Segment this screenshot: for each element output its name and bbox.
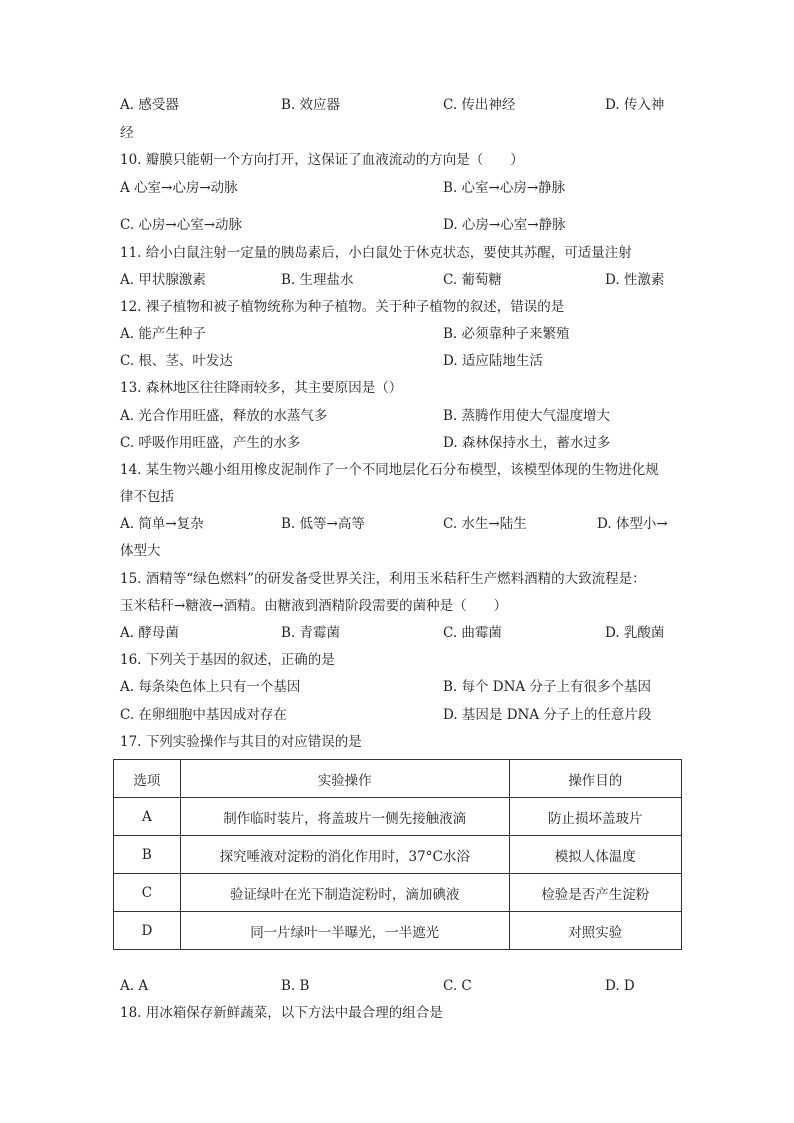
q9-option-d-continued: 经: [120, 125, 134, 141]
table-row: [114, 912, 682, 950]
table-header-cell: 实验操作: [180, 760, 509, 798]
q12-option-c: C. 根、茎、叶发达: [120, 353, 233, 369]
q13-stem: 13. 森林地区往往降雨较多，其主要原因是（）: [120, 380, 403, 396]
q11-option-a: A. 甲状腺激素: [120, 272, 206, 288]
q10-option-b: B. 心室→心房→静脉: [443, 180, 566, 196]
table-cell: 制作临时装片，将盖玻片一侧先接触液滴: [180, 798, 509, 836]
q16-option-c: C. 在卵细胞中基因成对存在: [120, 707, 287, 723]
table-cell: 同一片绿叶一半曝光，一半遮光: [180, 912, 509, 950]
q15-option-b: B. 青霉菌: [281, 625, 341, 641]
q11-option-b: B. 生理盐水: [281, 272, 354, 288]
q10-option-c: C. 心房→心室→动脉: [120, 217, 243, 233]
q14-option-a: A. 简单→复杂: [120, 516, 204, 532]
q10-option-a: A 心室→心房→动脉: [120, 180, 238, 196]
q13-option-a: A. 光合作用旺盛，释放的水蒸气多: [120, 408, 328, 424]
table-cell: A: [114, 798, 181, 836]
q9-option-a: A. 感受器: [120, 97, 179, 113]
q12-stem: 12. 裸子植物和被子植物统称为种子植物。关于种子植物的叙述，错误的是: [120, 299, 565, 315]
q17-option-d: D. D: [605, 978, 635, 994]
q14-stem-line1: 14. 某生物兴趣小组用橡皮泥制作了一个不同地层化石分布模型，该模型体现的生物进化规: [120, 462, 659, 478]
table-cell: 探究唾液对淀粉的消化作用时，37°C水浴: [180, 836, 509, 874]
q12-option-b: B. 必须靠种子来繁殖: [443, 326, 570, 342]
q17-option-a: A. A: [120, 978, 149, 994]
q14-option-c: C. 水生→陆生: [443, 516, 527, 532]
q11-option-c: C. 葡萄糖: [443, 272, 502, 288]
q9-option-d: D. 传入神: [605, 97, 665, 113]
q17-option-b: B. B: [281, 978, 310, 994]
table-cell: D: [114, 912, 181, 950]
q13-option-c: C. 呼吸作用旺盛，产生的水多: [120, 435, 301, 451]
table-cell: 检验是否产生淀粉: [509, 874, 681, 912]
q17-stem: 17. 下列实验操作与其目的对应错误的是: [120, 734, 362, 750]
q9-option-c: C. 传出神经: [443, 97, 516, 113]
q11-stem: 11. 给小白鼠注射一定量的胰岛素后，小白鼠处于休克状态，要使其苏醒，可适量注射: [120, 245, 632, 261]
table-cell: 防止损坏盖玻片: [509, 798, 681, 836]
q10-option-d: D. 心房→心室→静脉: [443, 217, 566, 233]
table-header-cell: 操作目的: [509, 760, 681, 798]
experiment-table: [113, 759, 682, 950]
q13-option-d: D. 森林保持水土，蓄水过多: [443, 435, 611, 451]
table-cell: 模拟人体温度: [509, 836, 681, 874]
q14-option-d-continued: 体型大: [120, 543, 161, 559]
table-cell: C: [114, 874, 181, 912]
q12-option-a: A. 能产生种子: [120, 326, 206, 342]
table-header-cell: 选项: [114, 760, 181, 798]
q13-option-b: B. 蒸腾作用使大气湿度增大: [443, 408, 611, 424]
q16-stem: 16. 下列关于基因的叙述，正确的是: [120, 652, 335, 668]
table-row: [114, 836, 682, 874]
q17-option-c: C. C: [443, 978, 472, 994]
q18-stem: 18. 用冰箱保存新鲜蔬菜，以下方法中最合理的组合是: [120, 1005, 443, 1021]
q14-stem-line2: 律不包括: [120, 489, 174, 505]
q16-option-d: D. 基因是 DNA 分子上的任意片段: [443, 707, 652, 723]
q15-stem-line1: 15. 酒精等“绿色燃料”的研发备受世界关注，利用玉米秸秆生产燃料酒精的大致流程是：: [120, 571, 646, 587]
q9-option-b: B. 效应器: [281, 97, 341, 113]
q14-option-d: D. 体型小→: [597, 516, 668, 532]
table-cell: B: [114, 836, 181, 874]
q12-option-d: D. 适应陆地生活: [443, 353, 543, 369]
q14-option-b: B. 低等→高等: [281, 516, 365, 532]
q16-option-b: B. 每个 DNA 分子上有很多个基因: [443, 679, 651, 695]
table-header-row: [114, 760, 682, 798]
q15-option-a: A. 酵母菌: [120, 625, 179, 641]
table-row: [114, 874, 682, 912]
table-cell: 验证绿叶在光下制造淀粉时，滴加碘液: [180, 874, 509, 912]
q15-option-c: C. 曲霉菌: [443, 625, 502, 641]
q16-option-a: A. 每条染色体上只有一个基因: [120, 679, 301, 695]
table-cell: 对照实验: [509, 912, 681, 950]
q15-stem-line2: 玉米秸秆→糖液→酒精。由糖液到酒精阶段需要的菌种是（ ）: [120, 598, 508, 614]
q15-option-d: D. 乳酸菌: [605, 625, 665, 641]
q11-option-d: D. 性激素: [605, 272, 665, 288]
q10-stem: 10. 瓣膜只能朝一个方向打开，这保证了血液流动的方向是（ ）: [120, 152, 524, 168]
table-row: [114, 798, 682, 836]
